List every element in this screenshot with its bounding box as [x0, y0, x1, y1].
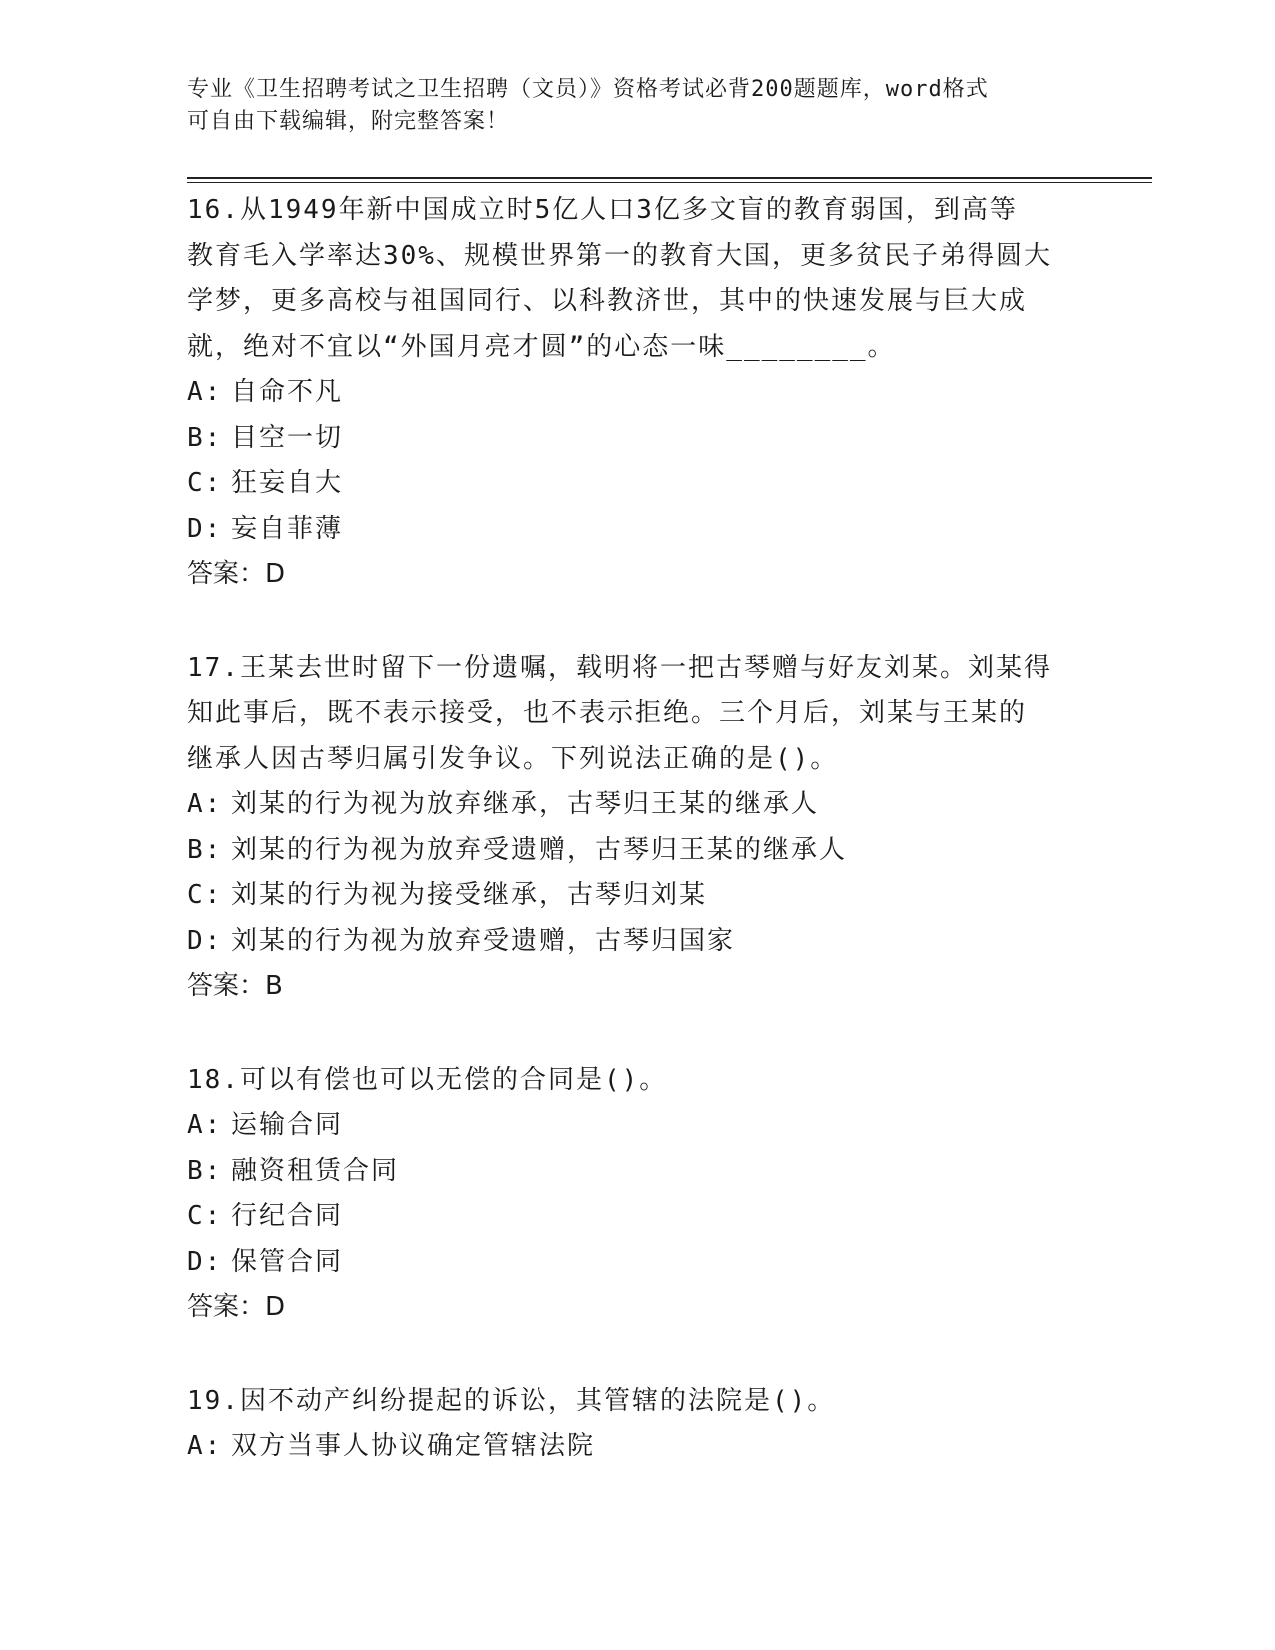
option-key: A:	[187, 1110, 223, 1140]
option-key: B:	[187, 422, 223, 453]
question-stem-line: 知此事后，既不表示接受，也不表示拒绝。三个月后，刘某与王某的	[187, 698, 1028, 728]
option-b	[187, 1149, 1087, 1195]
option-key: A:	[187, 789, 223, 819]
option-text: 保管合同	[231, 1246, 344, 1277]
answer-line: 答案：B	[187, 971, 283, 1001]
option-key: D:	[187, 925, 223, 956]
option-text: 刘某的行为视为放弃受遗赠，古琴归王某的继承人	[231, 834, 848, 865]
option-a	[187, 370, 1087, 416]
question-stem-line: 18.可以有偿也可以无偿的合同是()。	[187, 1064, 668, 1095]
option-text: 狂妄自大	[231, 468, 344, 498]
option-d	[187, 919, 1087, 965]
option-c	[187, 1194, 1087, 1240]
question-19	[187, 1379, 1087, 1470]
option-text: 运输合同	[231, 1110, 344, 1140]
header-rule-thin	[187, 182, 1152, 183]
answer-line: 答案：D	[187, 559, 286, 589]
option-text: 行纪合同	[231, 1201, 344, 1231]
header-line-1: 专业《卫生招聘考试之卫生招聘（文员）》资格考试必背200题题库，word格式	[187, 77, 989, 102]
option-d	[187, 1240, 1087, 1286]
option-text: 刘某的行为视为接受继承，古琴归刘某	[231, 880, 708, 910]
option-text: 双方当事人协议确定管辖法院	[231, 1431, 596, 1461]
option-text: 妄自菲薄	[231, 513, 344, 544]
question-stem-line: 16.从1949年新中国成立时5亿人口3亿多文盲的教育弱国，到高等	[187, 195, 1018, 225]
question-stem-line: 学梦，更多高校与祖国同行、以科教济世，其中的快速发展与巨大成	[187, 286, 1028, 316]
question-stem-line: 17.王某去世时留下一份遗嘱，载明将一把古琴赠与好友刘某。刘某得	[187, 652, 1052, 683]
option-key: D:	[187, 513, 223, 544]
option-d	[187, 507, 1087, 553]
option-key: D:	[187, 1246, 223, 1277]
option-text: 融资租赁合同	[231, 1155, 400, 1186]
document-header	[187, 74, 1087, 138]
option-b	[187, 828, 1087, 874]
option-key: C:	[187, 880, 223, 910]
header-rule-thick	[187, 177, 1152, 179]
option-a	[187, 782, 1087, 828]
question-stem-line: 继承人因古琴归属引发争议。下列说法正确的是()。	[187, 743, 839, 774]
option-c	[187, 873, 1087, 919]
option-key: B:	[187, 1155, 223, 1186]
question-16	[187, 188, 1087, 598]
option-text: 目空一切	[231, 422, 344, 453]
option-b	[187, 416, 1087, 462]
answer-line: 答案：D	[187, 1292, 286, 1322]
option-key: C:	[187, 468, 223, 498]
option-c	[187, 461, 1087, 507]
question-list	[187, 188, 1087, 1518]
header-line-2: 可自由下载编辑，附完整答案！	[187, 109, 510, 134]
question-stem-line: 教育毛入学率达30%、规模世界第一的教育大国，更多贫民子弟得圆大	[187, 240, 1052, 271]
option-a	[187, 1424, 1087, 1470]
option-key: A:	[187, 377, 223, 407]
option-text: 刘某的行为视为放弃受遗赠，古琴归国家	[231, 925, 736, 956]
question-17	[187, 646, 1087, 1010]
question-stem-line: 就，绝对不宜以“外国月亮才圆”的心态一味________。	[187, 331, 896, 362]
option-text: 自命不凡	[231, 377, 344, 407]
option-key: A:	[187, 1431, 223, 1461]
question-18	[187, 1058, 1087, 1331]
option-key: B:	[187, 834, 223, 865]
option-key: C:	[187, 1201, 223, 1231]
question-stem-line: 19.因不动产纠纷提起的诉讼，其管辖的法院是()。	[187, 1385, 836, 1416]
option-a	[187, 1103, 1087, 1149]
option-text: 刘某的行为视为放弃继承，古琴归王某的继承人	[231, 789, 820, 819]
